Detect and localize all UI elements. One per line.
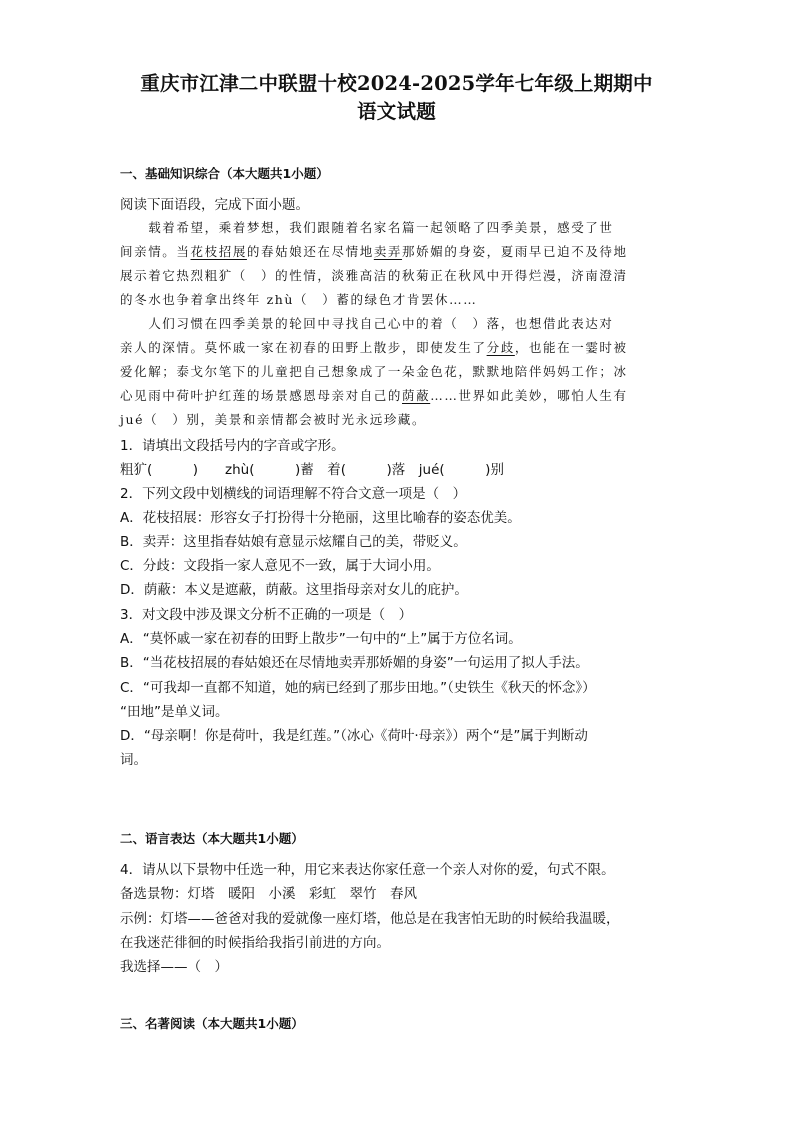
question-3-stem: 3．对文段中涉及课文分析不正确的一项是（ ） [120, 607, 413, 623]
passage-line [120, 386, 628, 404]
section3-heading: 三、名著阅读（本大题共1小题） [120, 1016, 304, 1031]
passage-line [120, 338, 628, 356]
passage-text: 间亲情。当 [120, 244, 191, 259]
question-2-stem: 2．下列文段中划横线的词语理解不符合文意一项是（ ） [120, 486, 467, 502]
question-3-option-b: B．“当花枝招展的春姑娘还在尽情地卖弄那娇媚的身姿”一句运用了拟人手法。 [120, 655, 589, 671]
section2-heading: 二、语言表达（本大题共1小题） [120, 831, 304, 846]
question-3-option-c-cont: “田地”是单义词。 [120, 704, 229, 720]
question-1-stem: 1．请填出文段括号内的字音或字形。 [120, 438, 345, 454]
underlined-term-huazhizhaozhan: 花枝招展 [190, 244, 247, 259]
question-2-option-c: C．分歧：文段指一家人意见不一致，属于大词小用。 [120, 558, 440, 574]
section1-heading: 一、基础知识综合（本大题共1小题） [120, 166, 329, 181]
passage-line: 爱化解；泰戈尔笔下的儿童把自己想象成了一朵金色花，默默地陪伴妈妈工作；冰 [120, 364, 628, 379]
question-3-option-c: C．“可我却一直都不知道，她的病已经到了那步田地。”（史铁生《秋天的怀念》） [120, 680, 596, 696]
question-3-option-d-cont: 词。 [120, 752, 147, 768]
underlined-term-fenqi: 分歧 [486, 340, 515, 355]
passage-line: 载着希望，乘着梦想，我们跟随着名家名篇一起领略了四季美景，感受了世 [120, 220, 614, 235]
passage-text: 心见雨中荷叶护红莲的场景感恩母亲对自己的 [120, 388, 403, 403]
passage-line: 展示着它热烈粗犷（ ）的性情，淡雅高洁的秋菊正在秋风中开得烂漫，济南澄清 [120, 268, 628, 283]
question-4-example-cont: 在我迷茫徘徊的时候指给我指引前进的方向。 [120, 935, 390, 951]
question-1-blanks[interactable] [120, 458, 504, 478]
passage-line: jué（ ）别，美景和亲情都会被时光永远珍藏。 [120, 412, 427, 427]
question-3-option-a: A．“莫怀戚一家在初春的田野上散步”一句中的“上”属于方位名词。 [120, 631, 522, 647]
passage-text: ……世界如此美妙，哪怕人生有 [430, 388, 628, 403]
question-4-options: 备选景物：灯塔 暖阳 小溪 彩虹 翠竹 春风 [120, 886, 417, 902]
passage-text: 的春姑娘还在尽情地 [246, 244, 374, 259]
question-3-option-d: D．“母亲啊！你是荷叶，我是红莲。”（冰心《荷叶·母亲》）两个“是”属于判断动 [120, 728, 588, 744]
question-4-answer-blank[interactable]: 我选择——（ ） [120, 959, 228, 975]
question-2-option-a: A．花枝招展：形容女子打扮得十分艳丽，这里比喻春的姿态优美。 [120, 510, 521, 526]
passage-line: 的冬水也争着拿出终年 zhù（ ）蓄的绿色才肯罢休…… [120, 292, 478, 307]
underlined-term-yinbi: 荫蔽 [402, 388, 431, 403]
passage-line [120, 242, 628, 260]
passage-text: 那娇媚的身姿，夏雨早已迫不及待地 [402, 244, 628, 259]
exam-title-line2: 语文试题 [357, 100, 436, 123]
question-4-example: 示例：灯塔——爸爸对我的爱就像一座灯塔，他总是在我害怕无助的时候给我温暖， [120, 911, 620, 927]
underlined-term-maionong: 卖弄 [373, 244, 403, 259]
question-4-stem: 4．请从以下景物中任选一种，用它来表达你家任意一个亲人对你的爱，句式不限。 [120, 862, 615, 878]
section1-intro: 阅读下面语段，完成下面小题。 [120, 197, 309, 213]
passage-text: ，也能在一霎时被 [514, 340, 628, 355]
answer-blanks[interactable]: 粗犷( ) zhù( )蓄 着( )落 jué( )别 [120, 462, 504, 478]
exam-title-line1: 重庆市江津二中联盟十校2024-2025学年七年级上期期中 [140, 72, 653, 95]
question-2-option-b: B．卖弄：这里指春姑娘有意显示炫耀自己的美，带贬义。 [120, 534, 467, 550]
question-2-option-d: D．荫蔽：本义是遮蔽，荫蔽。这里指母亲对女儿的庇护。 [120, 582, 468, 598]
passage-line: 人们习惯在四季美景的轮回中寻找自己心中的着（ ）落，也想借此表达对 [120, 316, 614, 331]
passage-text: 亲人的深情。莫怀戚一家在初春的田野上散步，即使发生了 [120, 340, 487, 355]
